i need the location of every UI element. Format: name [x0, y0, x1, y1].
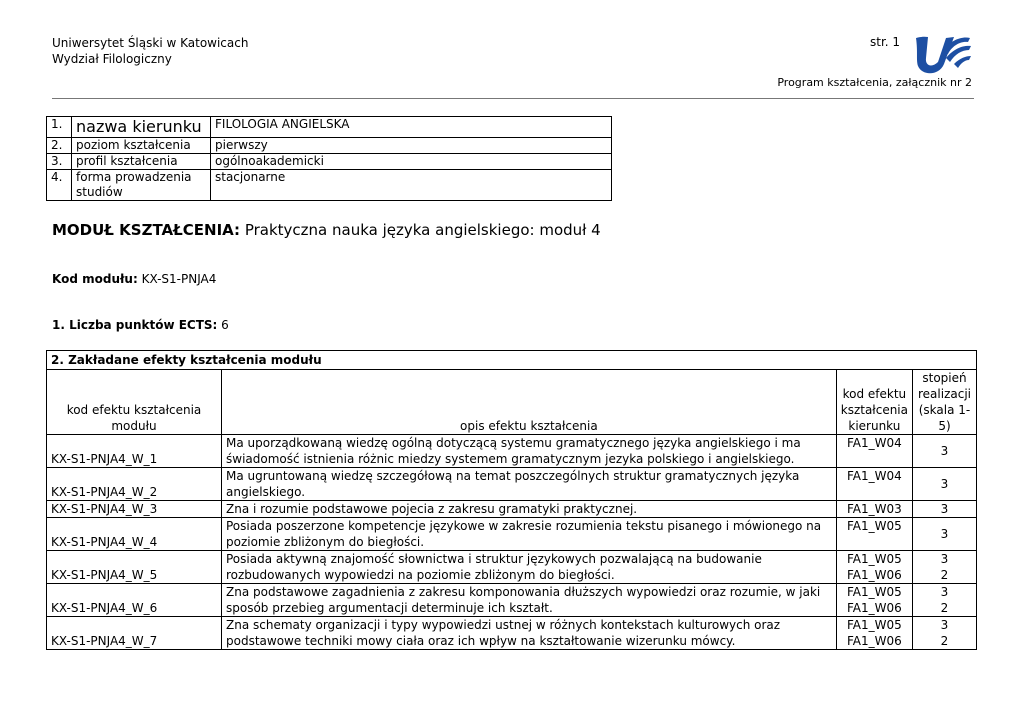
field-code: FA1_W05	[846, 519, 902, 533]
ects-value: 6	[221, 318, 229, 332]
header-divider	[52, 98, 974, 99]
degree-value: 3	[940, 444, 949, 458]
table-row	[47, 501, 977, 518]
table-row	[47, 617, 977, 650]
outcome-code: KX-S1-PNJA4_W_1	[47, 435, 222, 468]
info-row	[47, 170, 612, 201]
table-row	[47, 518, 977, 551]
header-degree: stopień realizacji (skala 1-5)	[913, 370, 977, 435]
degree-value: 3	[940, 585, 949, 599]
module-code	[52, 272, 216, 286]
field-code-cell	[836, 501, 912, 518]
outcome-code: KX-S1-PNJA4_W_6	[47, 584, 222, 617]
field-code-cell	[836, 468, 912, 501]
outcome-description: Zna i rozumie podstawowe pojecia z zakresu gramatyki praktycznej.	[222, 501, 837, 518]
outcome-description: Ma ugruntowaną wiedzę szczegółową na temat poszczególnych struktur gramatycznych języka angielskiego.	[222, 468, 837, 501]
degree-value: 2	[940, 568, 949, 582]
field-code-cell	[836, 584, 912, 617]
field-code: FA1_W06	[846, 601, 902, 615]
outcome-code: KX-S1-PNJA4_W_5	[47, 551, 222, 584]
header-description: opis efektu kształcenia	[222, 370, 837, 435]
section-title: 2. Zakładane efekty kształcenia modułu	[47, 351, 977, 370]
document-header-left	[52, 35, 248, 67]
info-num: 1.	[47, 117, 72, 138]
faculty-name: Wydział Filologiczny	[52, 52, 172, 66]
info-row	[47, 117, 612, 138]
field-code-cell	[836, 551, 912, 584]
outcome-description: Zna podstawowe zagadnienia z zakresu komponowania dłuższych wypowiedzi oraz rozumie, w jaki sposób przebieg argumentacji determinuje ich kształt.	[222, 584, 837, 617]
learning-outcomes-table	[46, 350, 977, 650]
module-title-value: Praktyczna nauka języka angielskiego: moduł 4	[244, 221, 601, 239]
ects-label: 1. Liczba punktów ECTS:	[52, 318, 218, 332]
table-row	[47, 435, 977, 468]
outcome-code: KX-S1-PNJA4_W_2	[47, 468, 222, 501]
info-label: profil kształcenia	[72, 154, 211, 170]
degree-value: 2	[940, 634, 949, 648]
field-code: FA1_W03	[846, 502, 902, 516]
table-row	[47, 468, 977, 501]
info-label: poziom kształcenia	[72, 138, 211, 154]
outcome-code: KX-S1-PNJA4_W_4	[47, 518, 222, 551]
outcome-description: Posiada poszerzone kompetencje językowe w zakresie rozumienia tekstu pisanego i mówionego na poziomie zbliżonym do biegłości.	[222, 518, 837, 551]
degree-value: 3	[940, 502, 949, 516]
header-code: kod efektu kształcenia modułu	[47, 370, 222, 435]
degree-cell	[913, 551, 977, 584]
module-title-label: MODUŁ KSZTAŁCENIA:	[52, 221, 241, 239]
degree-cell	[913, 468, 977, 501]
university-logo-icon	[912, 32, 972, 78]
page-number: str. 1	[870, 35, 901, 49]
section-title-row	[47, 351, 977, 370]
degree-value: 3	[940, 552, 949, 566]
program-note: Program kształcenia, załącznik nr 2	[777, 76, 972, 89]
degree-value: 3	[940, 477, 949, 491]
field-code: FA1_W05	[846, 585, 902, 599]
table-row	[47, 584, 977, 617]
degree-cell	[913, 435, 977, 468]
degree-value: 2	[940, 601, 949, 615]
field-code: FA1_W05	[846, 552, 902, 566]
field-code-cell	[836, 518, 912, 551]
info-value: ogólnoakademicki	[211, 154, 612, 170]
field-code-cell	[836, 617, 912, 650]
module-code-value: KX-S1-PNJA4	[141, 272, 217, 286]
table-header-row	[47, 370, 977, 435]
outcome-code: KX-S1-PNJA4_W_7	[47, 617, 222, 650]
outcome-description: Ma uporządkowaną wiedzę ogólną dotyczącą systemu gramatycznego języka angielskiego i ma świadomość istnienia różnic miedzy systemem gramatycznym jezyka polskiego i angielskiego.	[222, 435, 837, 468]
degree-value: 3	[940, 618, 949, 632]
info-value: FILOLOGIA ANGIELSKA	[211, 117, 612, 138]
header-field-code: kod efektu kształcenia kierunku	[836, 370, 912, 435]
module-title	[52, 221, 601, 239]
info-num: 4.	[47, 170, 72, 201]
info-value: stacjonarne	[211, 170, 612, 201]
field-code: FA1_W04	[846, 436, 902, 450]
field-code: FA1_W05	[846, 618, 902, 632]
field-code: FA1_W06	[846, 568, 902, 582]
module-code-label: Kod modułu:	[52, 272, 138, 286]
outcome-description: Zna schematy organizacji i typy wypowiedzi ustnej w różnych kontekstach kulturowych oraz podstawowe techniki mowy ciała oraz ich wpływ na kształtowanie wizerunku mówcy.	[222, 617, 837, 650]
university-name: Uniwersytet Śląski w Katowicach	[52, 36, 249, 50]
degree-value: 3	[940, 527, 949, 541]
field-code: FA1_W04	[846, 469, 902, 483]
ects-points	[52, 318, 229, 332]
info-label: nazwa kierunku	[72, 117, 211, 138]
outcome-description: Posiada aktywną znajomość słownictwa i struktur językowych pozwalającą na budowanie rozbudowanych wypowiedzi na poziomie zbliżonym do biegłości.	[222, 551, 837, 584]
info-num: 2.	[47, 138, 72, 154]
table-row	[47, 551, 977, 584]
outcome-code: KX-S1-PNJA4_W_3	[47, 501, 222, 518]
field-code-cell	[836, 435, 912, 468]
info-row	[47, 154, 612, 170]
field-code: FA1_W06	[846, 634, 902, 648]
info-num: 3.	[47, 154, 72, 170]
degree-cell	[913, 584, 977, 617]
degree-cell	[913, 518, 977, 551]
info-value: pierwszy	[211, 138, 612, 154]
study-info-table	[46, 116, 612, 201]
degree-cell	[913, 617, 977, 650]
info-row	[47, 138, 612, 154]
info-label: forma prowadzenia studiów	[72, 170, 211, 201]
degree-cell	[913, 501, 977, 518]
